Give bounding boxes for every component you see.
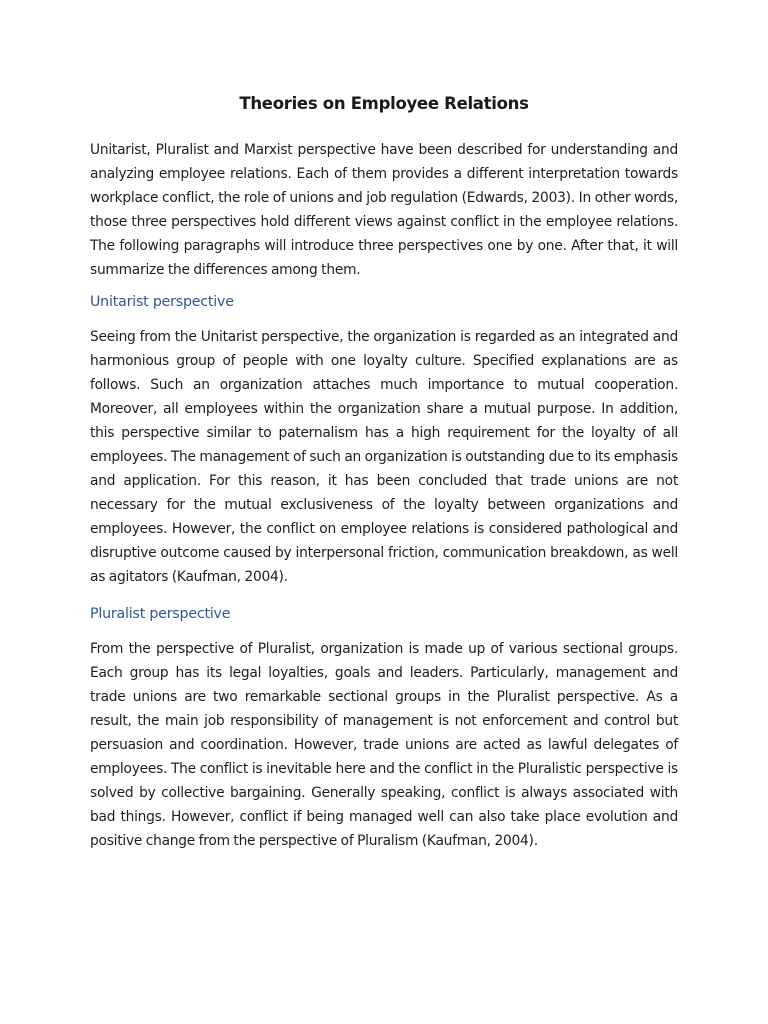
pluralist-paragraph: From the perspective of Pluralist, organization is made up of various sectional groups. Each group has its legal loyalties, goals and leaders. Particularly, management and trade unions are two remarkable sectional groups in the Pluralist perspective. As a result, the main job responsibility of management is not enforcement and control but persuasion and coordination. However, trade unions are acted as lawful delegates of employees. The conflict is inevitable here and the conflict in the Pluralistic perspective is solved by collective bargaining. Generally speaking, conflict is always associated with bad things. However, conflict if being managed well can also take place evolution and positive change from the perspective of Pluralism (Kaufman, 2004). bbox=[90, 641, 678, 849]
unitarist-paragraph: Seeing from the Unitarist perspective, the organization is regarded as an integrated and harmonious group of people with one loyalty culture. Specified explanations are as follows. Such an organization attaches much importance to mutual cooperation. Moreover, all employees within the organization share a mutual purpose. In addition, this perspective similar to paternalism has a high requirement for the loyalty of all employees. The management of such an organization is outstanding due to its emphasis and application. For this reason, it has been concluded that trade unions are not necessary for the mutual exclusiveness of the loyalty between organizations and employees. However, the conflict on employee relations is considered pathological and disruptive outcome caused by interpersonal friction, communication breakdown, as well as agitators (Kaufman, 2004). bbox=[90, 329, 678, 585]
intro-paragraph: Unitarist, Pluralist and Marxist perspective have been described for understanding and analyzing employee relations. Each of them provides a different interpretation towards workplace conflict, the role of unions and job regulation (Edwards, 2003). In other words, those three perspectives hold different views against conflict in the employee relations. The following paragraphs will introduce three perspectives one by one. After that, it will summarize the differences among them. bbox=[90, 142, 678, 278]
section-heading-unitarist: Unitarist perspective bbox=[90, 294, 234, 310]
section-heading-pluralist: Pluralist perspective bbox=[90, 606, 231, 622]
page-title: Theories on Employee Relations bbox=[239, 94, 529, 113]
